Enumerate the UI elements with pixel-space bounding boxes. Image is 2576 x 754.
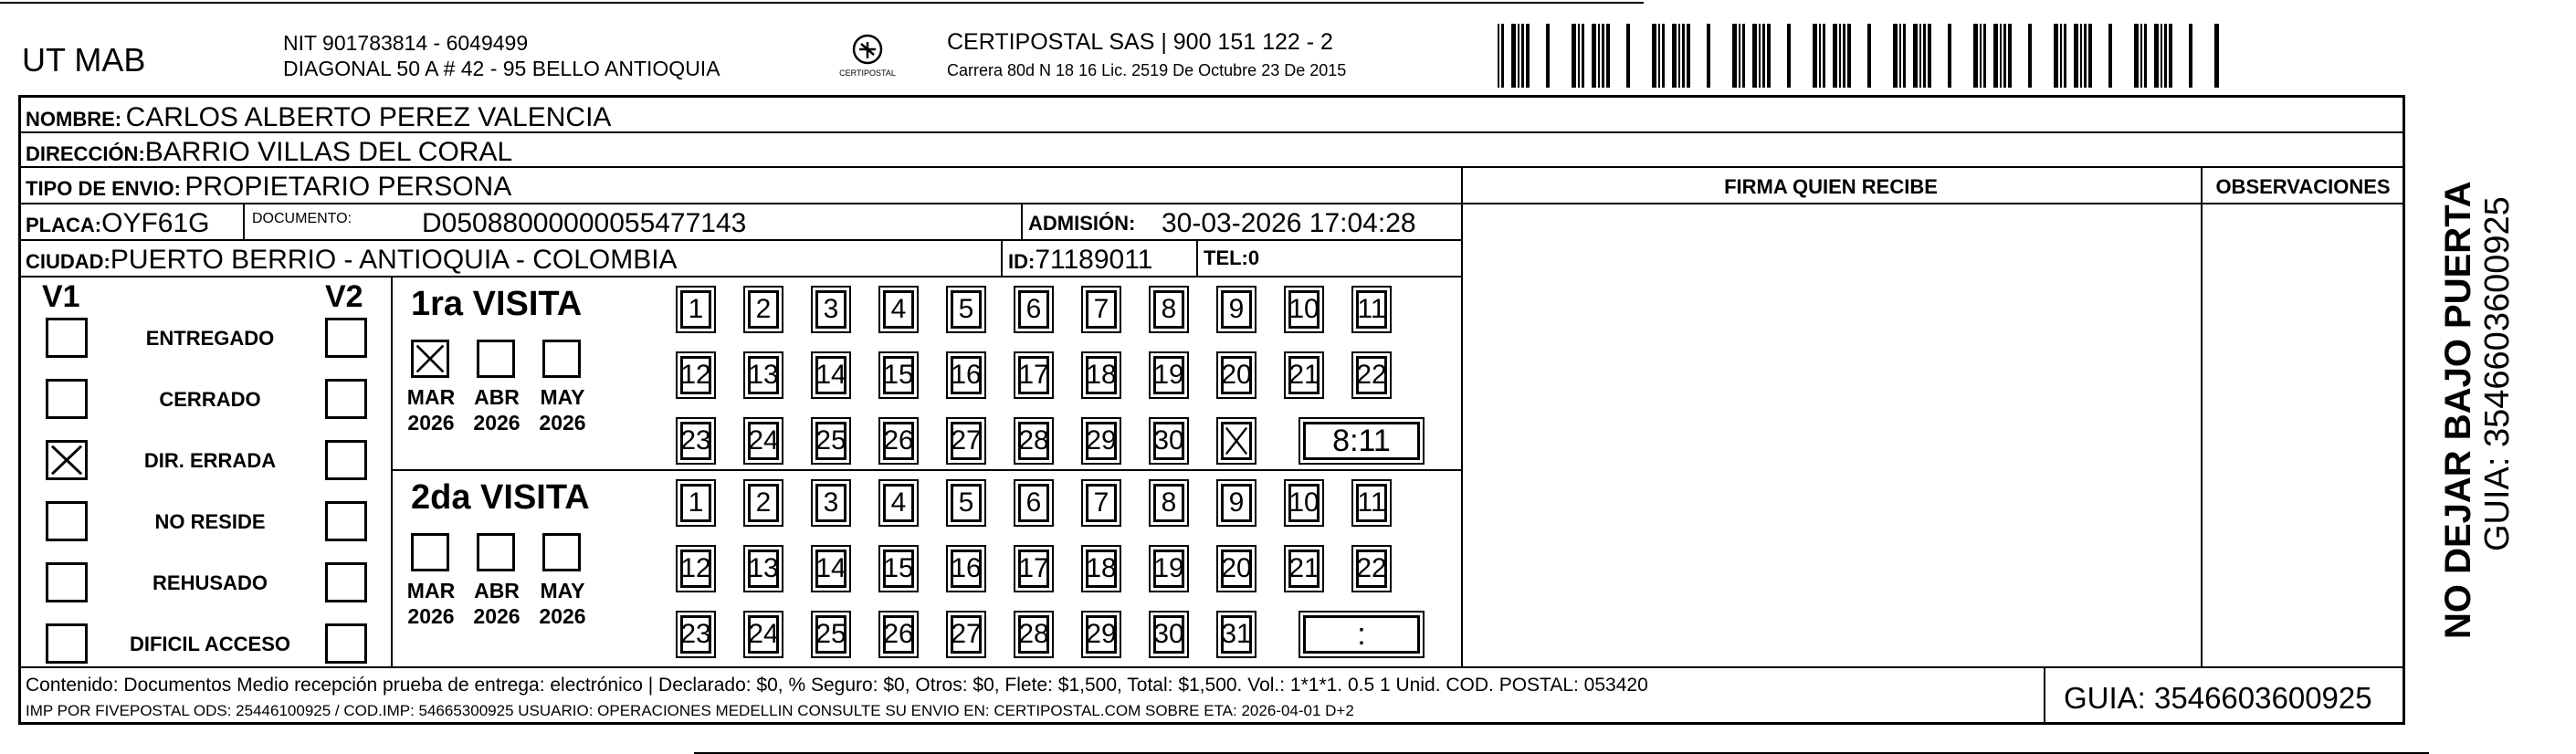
sender-nit: NIT 901783814 - 6049499 <box>283 31 529 55</box>
day-box[interactable]: 7 <box>1086 484 1117 522</box>
v1-checkbox[interactable] <box>46 623 88 664</box>
barcode-bar <box>1923 24 1926 88</box>
day-box[interactable]: 21 <box>1288 550 1320 588</box>
day-box[interactable]: 2 <box>748 290 779 329</box>
month-checkbox[interactable] <box>542 340 581 378</box>
month-checkbox[interactable] <box>477 533 515 571</box>
col-line <box>1196 239 1198 276</box>
barcode-bar <box>1678 24 1680 88</box>
day-box[interactable]: 22 <box>1356 550 1387 588</box>
day-box[interactable]: 27 <box>951 422 982 460</box>
ciudad-value: PUERTO BERRIO - ANTIOQUIA - COLOMBIA <box>110 245 678 275</box>
top-rule <box>0 2 1644 4</box>
status-label: DIR. ERRADA <box>143 449 277 472</box>
day-box[interactable]: 28 <box>1018 615 1049 654</box>
v1-checkbox[interactable] <box>46 501 88 541</box>
status-label: CERRADO <box>159 388 261 411</box>
side-guia: GUIA: 3546603600925 <box>2478 196 2517 551</box>
barcode-bar <box>1867 24 1871 88</box>
barcode-bar <box>1518 24 1519 88</box>
barcode-bar <box>1819 24 1821 88</box>
day-box[interactable]: 8 <box>1153 484 1184 522</box>
col-line <box>391 276 393 666</box>
year-label: 2026 <box>539 604 586 628</box>
day-box[interactable]: 23 <box>680 422 711 460</box>
barcode-bar <box>1813 24 1817 88</box>
status-label: ENTREGADO <box>145 327 275 350</box>
nombre-label: NOMBRE: <box>26 108 122 131</box>
barcode-bar <box>2080 24 2082 88</box>
col-line <box>2044 666 2045 725</box>
day-box[interactable]: 17 <box>1018 550 1049 588</box>
barcode-bar <box>2008 24 2012 88</box>
nombre-value: CARLOS ALBERTO PEREZ VALENCIA <box>125 102 612 132</box>
day-box[interactable]: 18 <box>1086 550 1117 588</box>
barcode-bar <box>2140 24 2142 88</box>
day-box[interactable]: 31 <box>1221 615 1252 654</box>
barcode-bar <box>2084 24 2087 88</box>
day-box[interactable]: 13 <box>748 550 779 588</box>
direccion-field <box>26 139 512 166</box>
barcode-bar <box>1582 24 1584 88</box>
barcode-bar <box>2108 24 2112 88</box>
barcode-bar <box>1759 24 1761 88</box>
observaciones-header: OBSERVACIONES <box>2215 175 2391 198</box>
tel-label: TEL: <box>1204 246 1248 269</box>
month-label: ABR <box>474 579 520 602</box>
month-checkbox[interactable] <box>411 533 449 571</box>
day-box[interactable]: 24 <box>748 615 779 654</box>
logo-icon <box>826 31 909 86</box>
barcode-bar <box>2003 24 2006 88</box>
day-box[interactable]: 7 <box>1086 290 1117 329</box>
day-box[interactable]: 9 <box>1221 484 1252 522</box>
v2-checkbox[interactable] <box>325 318 367 358</box>
documento-value: D05088000000055477143 <box>422 208 747 238</box>
barcode-bar <box>1498 24 1499 88</box>
row-line <box>18 203 1463 204</box>
v1-checkbox[interactable] <box>46 440 88 480</box>
footer-guia: GUIA: 3546603600925 <box>2064 681 2372 715</box>
barcode-bar <box>1847 24 1851 88</box>
day-box[interactable]: 30 <box>1153 422 1184 460</box>
documento-label: DOCUMENTO: <box>252 211 352 226</box>
barcode-bar <box>1682 24 1685 88</box>
day-box[interactable]: 3 <box>815 290 846 329</box>
day-box[interactable]: 2 <box>748 484 779 522</box>
day-box[interactable]: 5 <box>951 290 982 329</box>
col-line <box>243 203 245 239</box>
day-box[interactable]: 3 <box>815 484 846 522</box>
barcode-bar <box>1602 24 1604 88</box>
day-box[interactable]: 26 <box>883 615 914 654</box>
barcode-bar <box>1787 24 1791 88</box>
placa-label: PLACA: <box>26 214 102 236</box>
day-box[interactable]: 20 <box>1221 550 1252 588</box>
year-label: 2026 <box>539 411 586 435</box>
id-field <box>1008 246 1152 274</box>
company-address: Carrera 80d N 18 16 Lic. 2519 De Octubre 23 De 2015 <box>947 61 1347 79</box>
barcode-bar <box>1606 24 1610 88</box>
day-box[interactable]: 10 <box>1288 484 1320 522</box>
day-box[interactable]: 27 <box>951 615 982 654</box>
day-box[interactable]: 25 <box>815 615 846 654</box>
day-box[interactable]: 8 <box>1153 290 1184 329</box>
barcode-bar <box>1980 24 1982 88</box>
day-box[interactable]: 26 <box>883 422 914 460</box>
barcode-bar <box>1707 24 1710 88</box>
barcode-bar <box>1767 24 1771 88</box>
barcode-bar <box>2134 24 2139 88</box>
day-box[interactable]: 6 <box>1018 484 1049 522</box>
visit2-title: 2da VISITA <box>411 478 590 517</box>
barcode-bar <box>1983 24 1986 88</box>
barcode-bar <box>2074 24 2078 88</box>
barcode-bar <box>1732 24 1737 88</box>
day-box[interactable]: 29 <box>1086 615 1117 654</box>
day-box[interactable]: 19 <box>1153 550 1184 588</box>
day-box[interactable]: 16 <box>951 550 982 588</box>
direccion-label: DIRECCIÓN: <box>26 142 145 165</box>
barcode-bar <box>2028 24 2032 88</box>
barcode-bar <box>1903 24 1906 88</box>
month-checkbox[interactable] <box>477 340 515 378</box>
ciudad-field <box>26 246 678 274</box>
day-box[interactable]: 4 <box>883 290 914 329</box>
barcode-bar <box>1913 24 1918 88</box>
day-box[interactable]: 14 <box>815 550 846 588</box>
day-box[interactable]: 22 <box>1356 356 1387 394</box>
admision-value: 30-03-2026 17:04:28 <box>1162 208 1416 238</box>
month-label: MAR <box>406 579 456 602</box>
barcode-bar <box>2161 24 2162 88</box>
barcode-bar <box>1687 24 1690 88</box>
year-label: 2026 <box>473 411 520 435</box>
day-box[interactable]: 29 <box>1086 422 1117 460</box>
col-line <box>2201 166 2203 666</box>
barcode-bar <box>2189 24 2192 88</box>
barcode-bar <box>2154 24 2159 88</box>
day-box[interactable]: 1 <box>680 484 711 522</box>
day-box[interactable]: 30 <box>1153 615 1184 654</box>
barcode-bar <box>1839 24 1841 88</box>
v1-checkbox[interactable] <box>46 318 88 358</box>
barcode-bar <box>1993 24 1998 88</box>
barcode-bar <box>1672 24 1677 88</box>
barcode-bar <box>1592 24 1596 88</box>
col-line <box>1021 203 1023 239</box>
tipo-field <box>26 173 511 201</box>
day-box[interactable]: 15 <box>883 356 914 394</box>
day-box[interactable]: 20 <box>1221 356 1252 394</box>
barcode-bar <box>1626 24 1630 88</box>
month-checkbox[interactable] <box>411 340 449 378</box>
barcode-bar <box>2060 24 2062 88</box>
barcode-bar <box>1833 24 1837 88</box>
day-box[interactable]: 23 <box>680 615 711 654</box>
status-label: NO RESIDE <box>154 510 266 533</box>
day-box[interactable]: 12 <box>680 356 711 394</box>
row-line <box>18 276 1463 278</box>
month-label: MAY <box>540 579 585 602</box>
day-box[interactable]: 21 <box>1288 356 1320 394</box>
placa-field <box>26 210 209 237</box>
day-box[interactable] <box>1221 422 1252 460</box>
v2-label: V2 <box>325 279 363 314</box>
visit1-title: 1ra VISITA <box>411 285 583 323</box>
year-label: 2026 <box>407 604 455 628</box>
barcode-bar <box>1572 24 1576 88</box>
barcode-bar <box>2144 24 2147 88</box>
barcode-bar <box>2088 24 2092 88</box>
time-box[interactable]: : <box>1303 615 1420 654</box>
day-box[interactable]: 4 <box>883 484 914 522</box>
status-label: DIFICIL ACCESO <box>129 633 290 655</box>
barcode-bar <box>1578 24 1580 88</box>
barcode-icon <box>1498 24 2228 88</box>
sender-address: DIAGONAL 50 A # 42 - 95 BELLO ANTIOQUIA <box>283 57 720 80</box>
v1-checkbox[interactable] <box>46 562 88 602</box>
month-checkbox[interactable] <box>542 533 581 571</box>
barcode-bar <box>2054 24 2058 88</box>
row-line <box>1461 203 2405 204</box>
barcode-bar <box>1843 24 1845 88</box>
day-box[interactable]: 16 <box>951 356 982 394</box>
v1-checkbox[interactable] <box>46 379 88 419</box>
barcode-bar <box>1662 24 1665 88</box>
barcode-bar <box>1521 24 1524 88</box>
nombre-field <box>26 104 611 131</box>
row-line <box>18 666 2405 668</box>
admision-label: ADMISIÓN: <box>1028 212 1136 235</box>
v2-checkbox[interactable] <box>325 623 367 664</box>
month-label: MAY <box>540 385 585 409</box>
day-box[interactable]: 18 <box>1086 356 1117 394</box>
barcode-bar <box>1823 24 1825 88</box>
month-label: ABR <box>474 385 520 409</box>
tel-field <box>1204 248 1259 268</box>
day-box[interactable]: 6 <box>1018 290 1049 329</box>
x-mark-icon <box>1224 424 1249 457</box>
barcode-bar <box>2000 24 2002 88</box>
month-label: MAR <box>406 385 456 409</box>
barcode-bar <box>1752 24 1757 88</box>
row-line <box>391 469 1463 471</box>
sender-name: UT MAB <box>22 41 146 79</box>
year-label: 2026 <box>473 604 520 628</box>
day-box[interactable]: 11 <box>1356 484 1387 522</box>
day-box[interactable]: 1 <box>680 290 711 329</box>
day-box[interactable]: 9 <box>1221 290 1252 329</box>
barcode-bar <box>1893 24 1898 88</box>
tipo-value: PROPIETARIO PERSONA <box>184 172 512 202</box>
day-box[interactable]: 19 <box>1153 356 1184 394</box>
barcode-bar <box>1973 24 1978 88</box>
day-box[interactable]: 17 <box>1018 356 1049 394</box>
id-value: 71189011 <box>1035 245 1153 275</box>
barcode-bar <box>1742 24 1745 88</box>
barcode-bar <box>1739 24 1740 88</box>
barcode-bar <box>1948 24 1951 88</box>
v2-checkbox[interactable] <box>325 440 367 480</box>
id-label: ID: <box>1008 250 1036 273</box>
barcode-bar <box>2164 24 2167 88</box>
barcode-bar <box>1658 24 1660 88</box>
tipo-label: TIPO DE ENVIO: <box>26 177 181 200</box>
day-box[interactable]: 14 <box>815 356 846 394</box>
barcode-bar <box>1501 24 1504 88</box>
barcode-bar <box>1598 24 1600 88</box>
day-box[interactable]: 5 <box>951 484 982 522</box>
firma-header: FIRMA QUIEN RECIBE <box>1724 175 1938 198</box>
direccion-value: BARRIO VILLAS DEL CORAL <box>144 137 513 167</box>
v2-checkbox[interactable] <box>325 379 367 419</box>
certipostal-logo <box>826 31 909 86</box>
barcode-bar <box>1526 24 1530 88</box>
barcode-bar <box>1928 24 1931 88</box>
year-label: 2026 <box>407 411 455 435</box>
row-line <box>18 239 1463 241</box>
footer-contenido: Contenido: Documentos Medio recepción prueba de entrega: electrónico | Declarado: $0, % Seguro: $0, Otros: $0, Flete: $1,500, Total: $1,500. Vol.: 1*1*1. 0.5 1 Unid. COD. POSTAL: 053420 <box>26 675 1648 696</box>
company-name: CERTIPOSTAL SAS | 900 151 122 - 2 <box>947 29 1333 55</box>
v2-checkbox[interactable] <box>325 562 367 602</box>
col-line <box>1001 239 1003 276</box>
footer-imp: IMP POR FIVEPOSTAL ODS: 25446100925 / COD.IMP: 54665300925 USUARIO: OPERACIONES MEDELLIN CONSULTE SU ENVIO EN: CERTIPOSTAL.COM SOBRE ETA: 2026-04-01 D+2 <box>26 702 1354 719</box>
day-box[interactable]: 11 <box>1356 290 1387 329</box>
barcode-bar <box>2169 24 2172 88</box>
barcode-bar <box>1511 24 1516 88</box>
day-box[interactable]: 13 <box>748 356 779 394</box>
placa-value: OYF61G <box>101 208 210 238</box>
barcode-bar <box>1899 24 1901 88</box>
x-mark-icon <box>414 342 447 375</box>
barcode-bar <box>1762 24 1765 88</box>
barcode-bar <box>1546 24 1550 88</box>
day-box[interactable]: 24 <box>748 422 779 460</box>
day-box[interactable]: 12 <box>680 550 711 588</box>
col-line <box>1461 166 1463 666</box>
side-warning: NO DEJAR BAJO PUERTA <box>2438 181 2478 639</box>
v1-label: V1 <box>42 279 80 314</box>
barcode-bar <box>1919 24 1921 88</box>
day-box[interactable]: 10 <box>1288 290 1320 329</box>
day-box[interactable]: 28 <box>1018 422 1049 460</box>
barcode-bar <box>2214 24 2219 88</box>
tel-value: 0 <box>1247 246 1260 269</box>
x-mark-icon <box>48 443 85 477</box>
v2-checkbox[interactable] <box>325 501 367 541</box>
logo-text: CERTIPOSTAL <box>839 68 896 78</box>
ciudad-label: CIUDAD: <box>26 250 110 273</box>
day-box[interactable]: 25 <box>815 422 846 460</box>
status-label: REHUSADO <box>152 571 268 594</box>
barcode-bar <box>2064 24 2066 88</box>
time-box[interactable]: 8:11 <box>1303 422 1420 460</box>
day-box[interactable]: 15 <box>883 550 914 588</box>
barcode-bar <box>1652 24 1656 88</box>
